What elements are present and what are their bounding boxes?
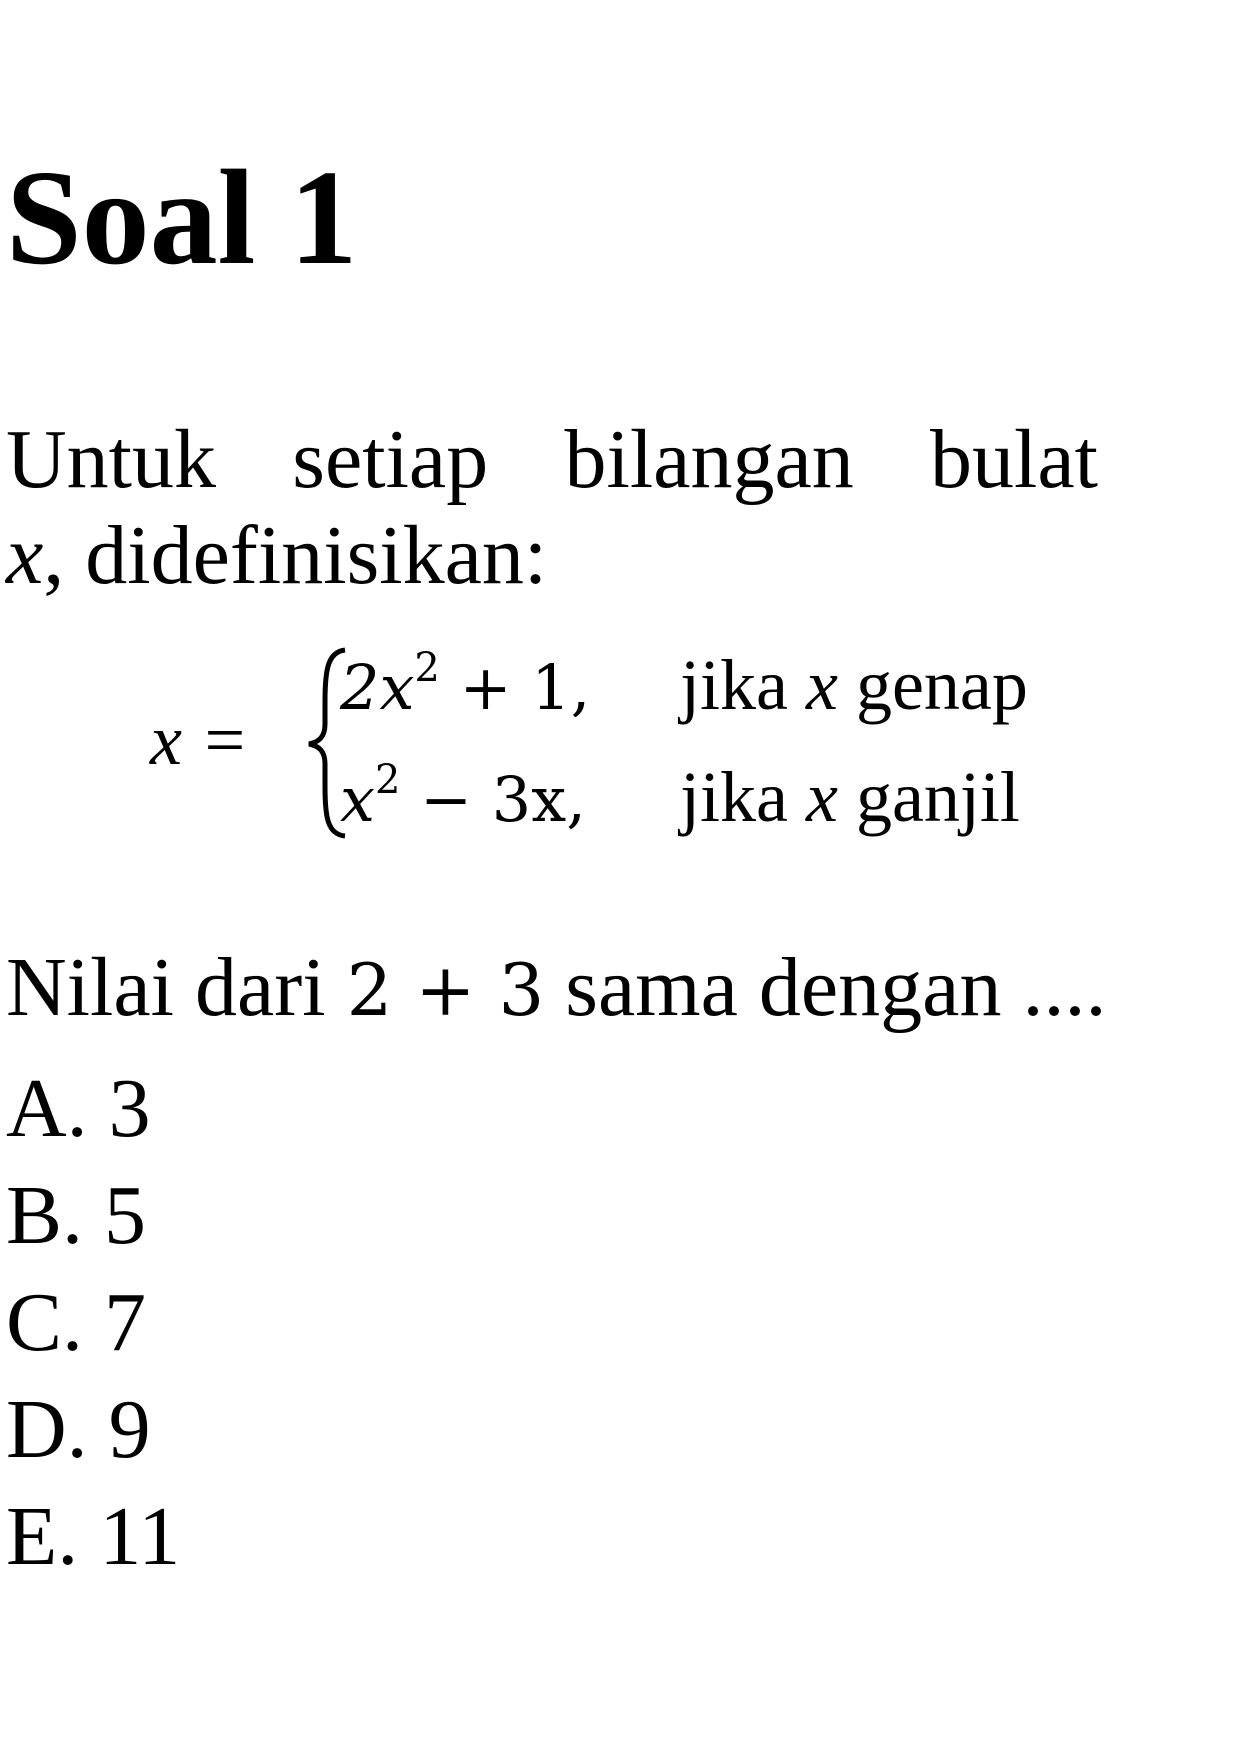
option-value: 9: [108, 1383, 151, 1476]
question-suffix: sama dengan ....: [544, 941, 1107, 1034]
variable-x: x: [6, 509, 44, 602]
question-expression: 2 + 3: [346, 948, 545, 1032]
statement-word: bulat: [930, 413, 1098, 506]
formula-case-odd: [340, 752, 1020, 845]
statement-line-1: [6, 412, 1098, 508]
statement-text: , didefinisikan:: [43, 509, 548, 602]
case-expression: $2x^2 + 1$,: [340, 645, 591, 724]
option-c[interactable]: [6, 1269, 180, 1376]
case-condition: jika x genap: [680, 645, 1028, 725]
statement-word: bilangan: [564, 413, 854, 506]
piecewise-formula: [150, 640, 1150, 840]
statement-line-2: [6, 508, 1106, 604]
case-condition: jika x ganjil: [680, 757, 1020, 837]
statement-word: setiap: [292, 413, 489, 506]
formula-case-even: [340, 640, 1028, 733]
option-value: 5: [104, 1169, 147, 1262]
option-a[interactable]: [6, 1055, 180, 1162]
option-value: 7: [104, 1276, 147, 1369]
option-label: C.: [6, 1276, 84, 1369]
case-expression: $x^2 - 3x$,: [340, 757, 586, 836]
option-value: 3: [108, 1062, 151, 1155]
option-b[interactable]: [6, 1162, 180, 1269]
problem-statement: [6, 412, 1106, 604]
option-e[interactable]: [6, 1483, 180, 1590]
option-label: A.: [6, 1062, 88, 1155]
formula-lhs-text: x =: [150, 700, 249, 780]
option-value: 11: [99, 1490, 181, 1583]
option-label: D.: [6, 1383, 88, 1476]
statement-word: Untuk: [6, 413, 216, 506]
option-label: B.: [6, 1169, 84, 1262]
option-label: E.: [6, 1490, 79, 1583]
question-text: [6, 940, 1106, 1038]
question-prefix: Nilai dari: [6, 941, 347, 1034]
formula-lhs: [150, 695, 249, 785]
answer-options: [6, 1055, 180, 1590]
option-d[interactable]: [6, 1376, 180, 1483]
page-title: Soal 1: [6, 143, 358, 293]
